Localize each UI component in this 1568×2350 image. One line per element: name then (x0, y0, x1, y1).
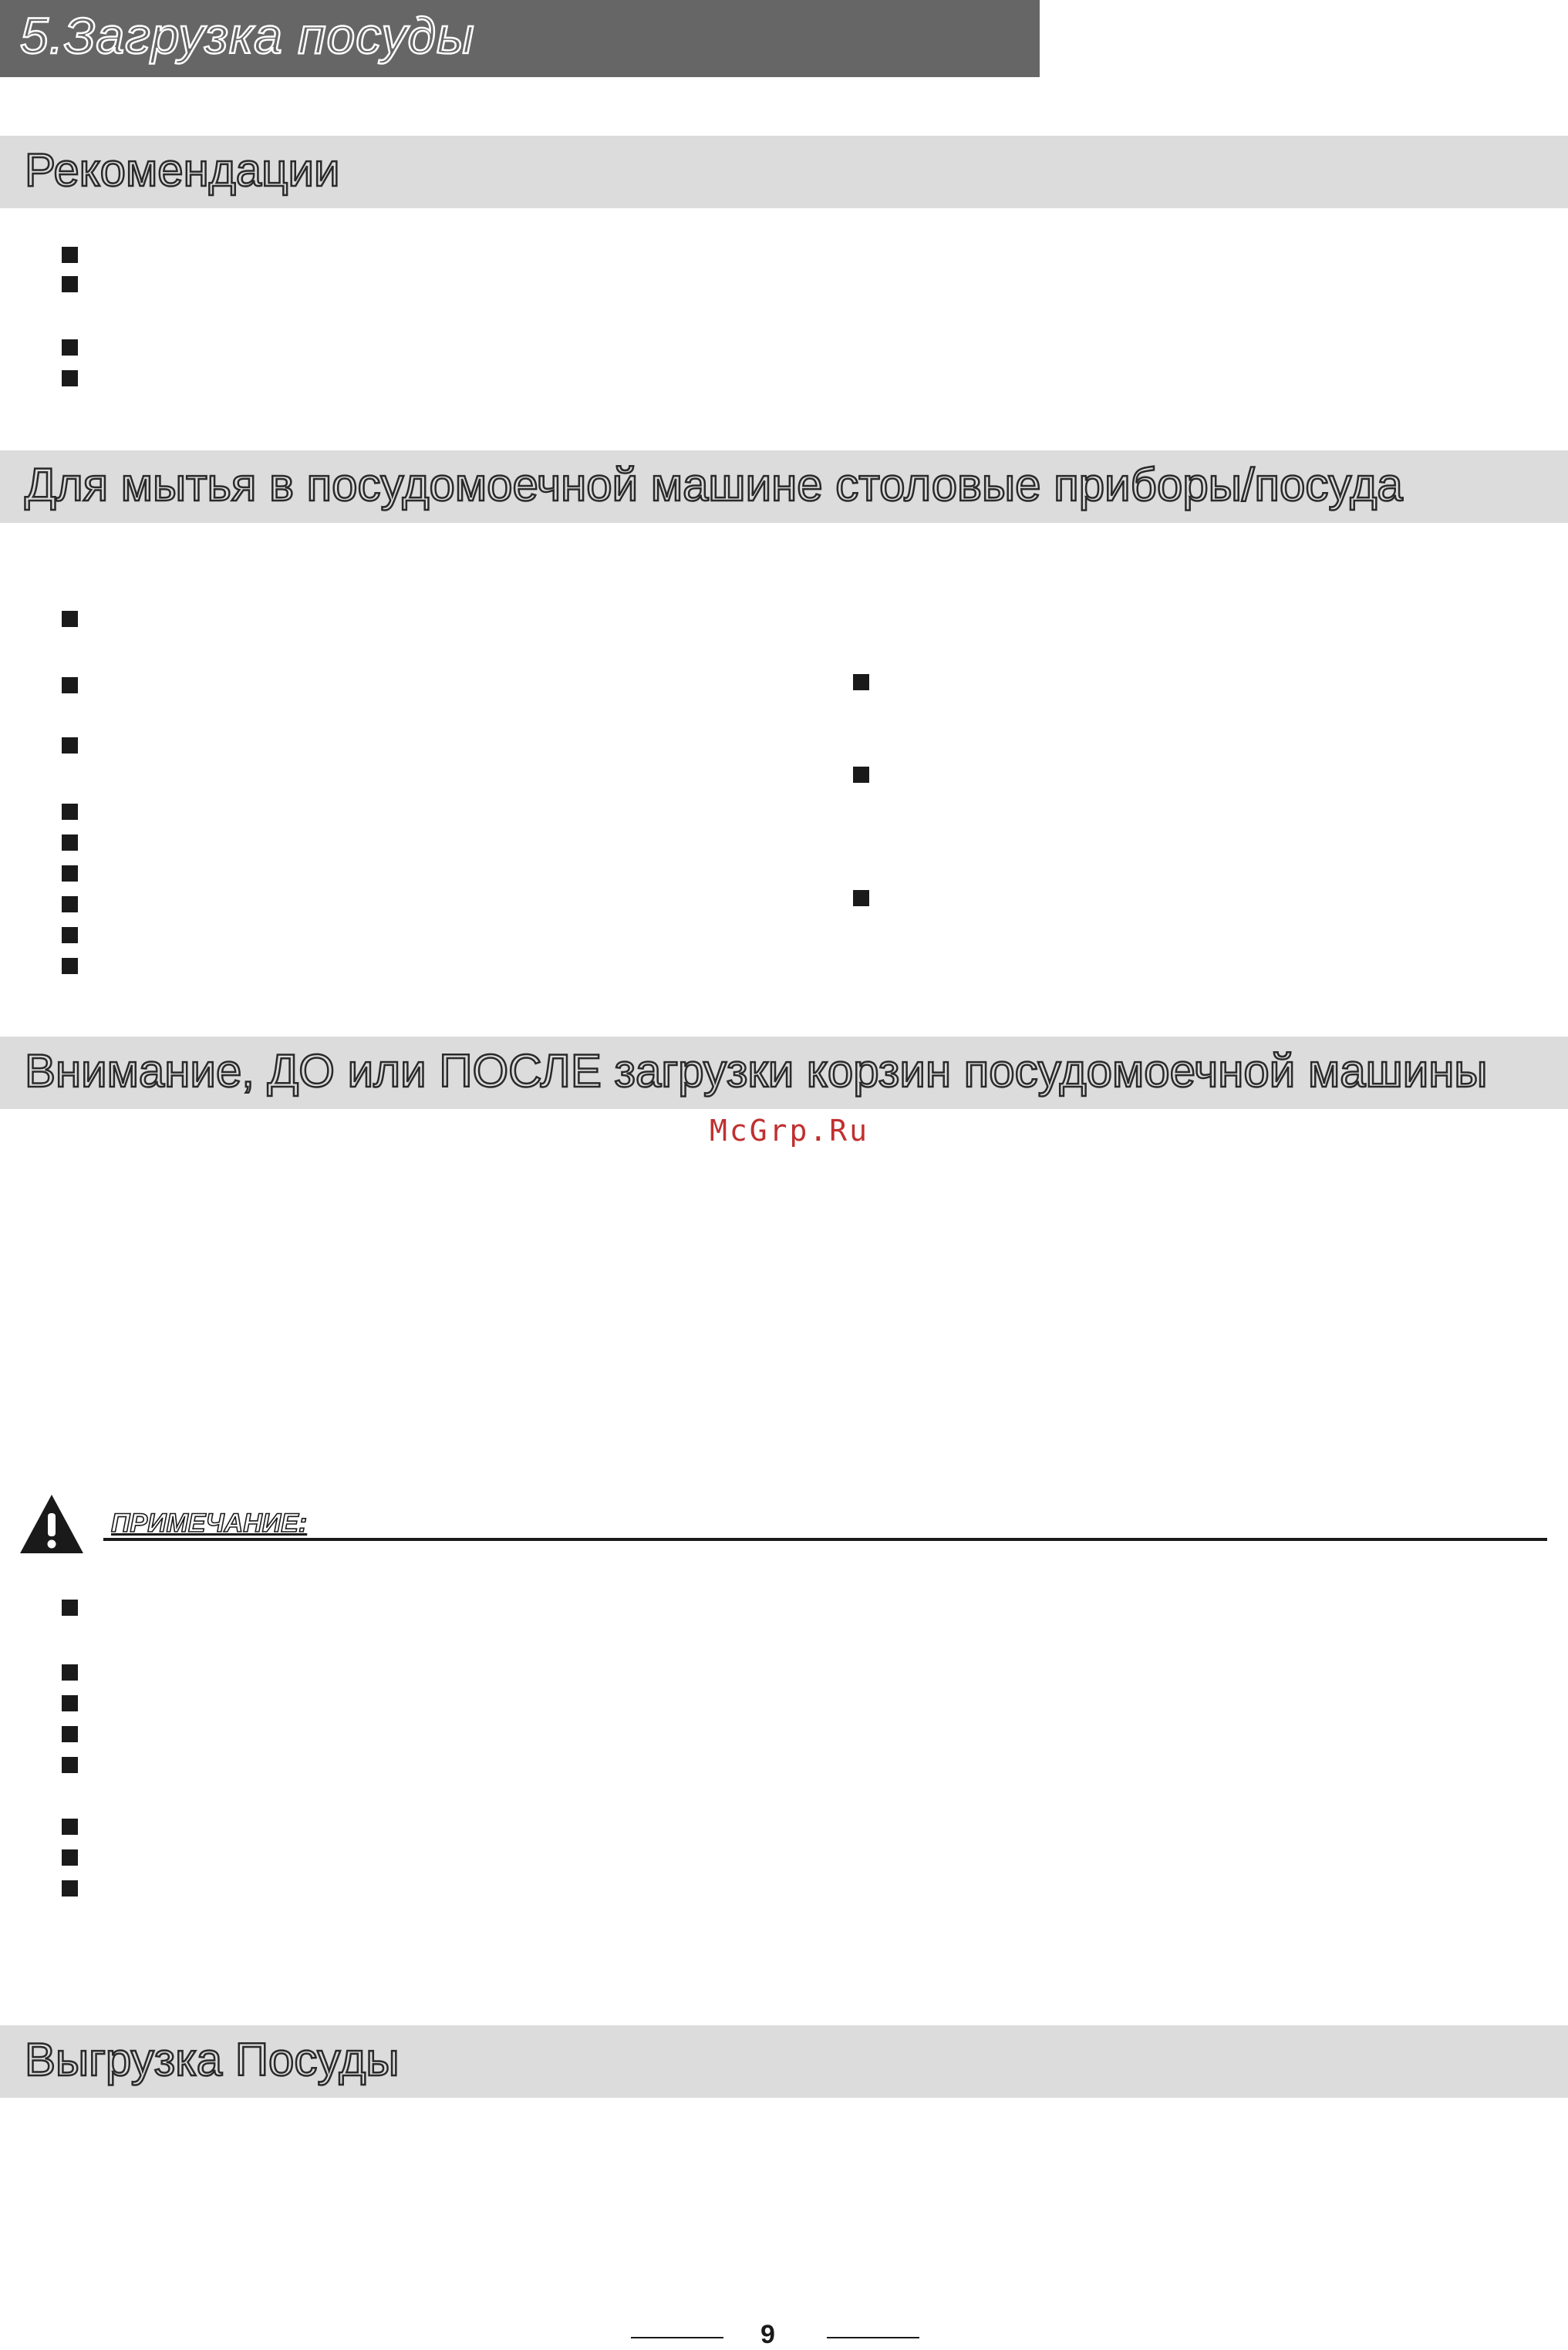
list-bullet (62, 834, 78, 851)
section-unloading (0, 2025, 1568, 2098)
list-bullet (62, 804, 78, 820)
page-number: 9 (760, 2320, 775, 2349)
list-bullet (62, 958, 78, 974)
list-bullet (62, 1600, 78, 1616)
list-bullet (62, 1819, 78, 1835)
section-recommendations (0, 136, 1568, 208)
list-bullet (62, 370, 78, 386)
list-bullet (62, 1849, 78, 1866)
list-bullet (62, 737, 78, 754)
page-number-rule-left (631, 2337, 723, 2338)
note-label: ПРИМЕЧАНИЕ: (111, 1509, 308, 1538)
list-bullet (62, 276, 78, 292)
list-bullet (62, 247, 78, 263)
list-bullet (853, 767, 869, 783)
list-bullet (62, 1757, 78, 1773)
note-divider (103, 1538, 1547, 1541)
chapter-title-bar (0, 0, 1040, 77)
warning-triangle-icon (19, 1493, 85, 1555)
section-heading: Выгрузка Посуды (25, 2034, 400, 2085)
section-attention (0, 1037, 1568, 1109)
list-bullet (62, 927, 78, 943)
list-bullet (62, 1726, 78, 1742)
list-bullet (62, 1880, 78, 1897)
list-bullet (62, 611, 78, 627)
section-heading: Для мытья в посудомоечной машине столовые приборы/посуда (25, 459, 1403, 511)
list-bullet (853, 674, 869, 690)
list-bullet (62, 865, 78, 882)
watermark: McGrp.Ru (710, 1114, 870, 1148)
section-tableware (0, 450, 1568, 523)
list-bullet (62, 1664, 78, 1681)
page-number-rule-right (827, 2337, 919, 2338)
chapter-title: 5.Загрузка посуды (20, 7, 475, 64)
section-heading: Внимание, ДО или ПОСЛЕ загрузки корзин посудомоечной машины (25, 1045, 1488, 1097)
list-bullet (62, 1695, 78, 1711)
list-bullet (62, 339, 78, 356)
list-bullet (62, 677, 78, 693)
list-bullet (62, 896, 78, 912)
section-heading: Рекомендации (25, 144, 340, 196)
list-bullet (853, 890, 869, 906)
